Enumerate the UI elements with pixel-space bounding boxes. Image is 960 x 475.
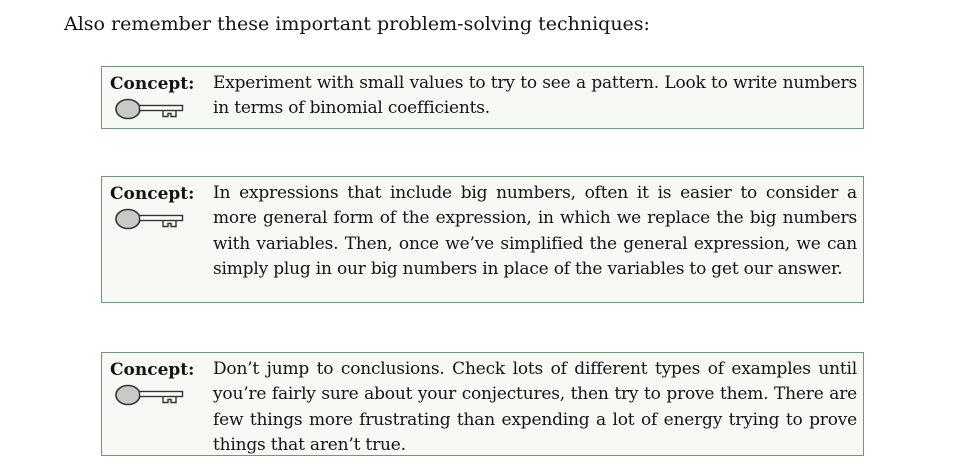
concept-box-1: [101, 66, 864, 129]
key-icon: [113, 384, 187, 406]
concept-box-3: [101, 352, 864, 456]
concept-box-2: [101, 176, 864, 303]
concept-label: Concept:: [110, 74, 195, 94]
key-icon: [113, 98, 187, 120]
concept-text: Experiment with small values to try to see a pattern. Look to write numbers in terms of binomial coefficients.: [213, 73, 857, 119]
concept-text: In expressions that include big numbers, often it is easier to consider a more general form of the expression, in which we replace the big numbers with variables. Then, once we’ve simplified the general expression, we can simply plug in our big numbers in place of the variables to get our answer.: [213, 183, 857, 279]
concept-label: Concept:: [110, 184, 195, 204]
key-icon: [113, 208, 187, 230]
concept-text: Don’t jump to conclusions. Check lots of different types of examples until you’re fairly sure about your conjectures, then try to prove them. There are few things more frustrating than expending a lot of energy trying to prove things that aren’t true.: [213, 359, 857, 455]
concept-label: Concept:: [110, 360, 195, 380]
intro-text: Also remember these important problem-solving techniques:: [64, 13, 650, 35]
